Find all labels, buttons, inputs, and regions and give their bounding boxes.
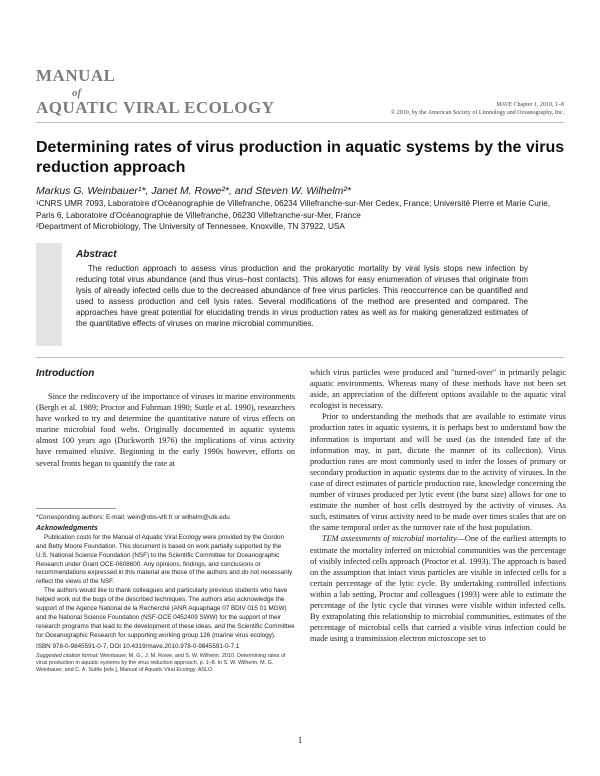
abstract-heading: Abstract [76,249,117,260]
right-paragraph-2: Prior to understanding the methods that are available to estimate virus production rates in aquatic systems, it is perhaps best to understand how the information is important and will be used (as the intended fate of the information may, in part, dictate the manner of its collection). Virus production rates are most commonly used to infer the losses of primary or secondary production in aquatic systems due to the activity of viruses. In the case of direct estimates of particle production rate, knowledge concerning the number of viruses produced per lytic event (the burst size) allows for one to estimate the number of host cells destroyed by the activity of viruses. As such, estimates of virus activity need to be made over times scales that are on the same temporal order as the turnover rate of the host population. [310,412,566,533]
introduction-body [36,391,295,469]
tem-subheading: TEM assessments of microbial mortality [322,534,457,544]
journal-chapter: Chapter 1, 2010, 1–8 [512,102,564,108]
isbn-doi: ISBN 978-0-9845591-0-7, DOI 10.4319/mave.2010.978-0-9845591-0-7.1 [36,642,240,650]
right-paragraph-3 [310,533,566,644]
abstract-rule [36,357,564,358]
tem-paragraph-text: —One of the earliest attempts to estimate the mortality inferred on microbial communities was the percentage of visibly infected cells approach (Proctor et al. 1993). The approach is based on the assumption that intact virus particles are visible in infected cells for a certain percentage of the lytic cycle. By undertaking controlled infections within a lab setting, Proctor and colleagues (1993) were able to estimate the percentage of the lytic cycle that viruses were visible within infected cells. By extrapolating this relationship to microbial communities, estimates of the percentage of microbial cells that carried a visible virus infection could be made using a transmission electron microscope set to [310,534,566,644]
acknowledgments-paragraph-2: The authors would like to thank colleagues and particularly previous students who have helped work out the bugs of the described techniques. The authors also acknowledge the support of the Agence National de la Recherché (ANR Aquaphage 07 BDIV 015 01 MGW) and the National Science Foundation (NSF-OCE 0452409 SWW) for the support of their research programs that lead to the development of these ideas, and the Scientific Committee for Oceanographic Research for supporting working group 126 (marine virus ecology). [36,587,295,639]
introduction-heading: Introduction [36,368,95,379]
footnotes [36,514,295,674]
manual-logo-of: of [72,87,82,99]
footnote-rule [36,508,116,509]
acknowledgments-paragraph-1: Publication costs for the Manual of Aquatic Viral Ecology were provided by the Gordon and Betty Moore Foundation. This document is based on work partially supported by the U.S. National Science Foundation (NSF) to the Scientific Committee for Oceanographic Research under Grant OCE-0608600. Any opinions, findings, and conclusions or recommendations expressed in this material are those of the authors and do not necessarily reflect the views of the NSF. [36,533,293,586]
page-number: 1 [297,735,303,745]
citation-label: Suggested citation format: [36,652,99,659]
copyright-line: © 2010, by the American Society of Limnology and Oceanography, Inc. [390,110,564,116]
journal-reference [304,101,564,117]
suggested-citation [36,653,295,675]
manual-logo-line-2: AQUATIC VIRAL ECOLOGY [36,98,275,117]
abstract-text: The reduction approach to assess virus production and the prokaryotic mortality by viral lysis stops new infection by reducing total virus abundance (and thus virus–host contacts). This allows for easy enumeration of viruses that originate from lysis of already infected cells due to the decreased abundance of free virus particles. This reoccurrence can be quantified and used to assess production and cell lysis rates. Several modifications of the method are presented and compared. The approaches have great potential for elucidating trends in virus production rates as well as for making generalized estimates of the quantitative effects of viruses on marine microbial communities. [76,264,528,328]
abstract-side-bar [36,243,62,346]
citation-text: Weinbauer, M. G., J. M. Rowe, and S. W. Wilhelm. 2010. Determining rates of virus production in aquatic systems by the virus reduction approach, p. 1–8. In S. W. Wilhelm, M. G. Weinbauer, and C. A. Suttle [eds.], Manual of Aquatic Viral Ecology. ASLO. [36,652,286,673]
author-list: Markus G. Weinbauer¹*, Janet M. Rowe²*, and Steven W. Wilhelm²* [36,185,352,197]
right-paragraph-1: which virus particles were produced and "turned-over" in primarily pelagic aquatic environments. Whereas many of these methods have not been set aside, an appreciation of the different options available to the aquatic viral ecologist is necessary. [310,368,566,411]
corresponding-authors: *Corresponding authors: E-mail: wein@obs-vlfr.fr or wilhelm@utk.edu [36,514,230,521]
manual-logo-line-1: MANUAL [36,66,116,85]
affiliations [36,198,566,233]
affiliation-2: ²Department of Microbiology, The University of Tennessee, Knoxville, TN 37922, USA [36,222,345,231]
article-title: Determining rates of virus production in aquatic systems by the virus reduction approach [36,139,565,176]
header-rule [36,122,564,123]
journal-abbrev: MAVE [496,102,512,108]
affiliation-1: ¹CNRS UMR 7093, Laboratoire d'Océanographie de Villefranche, 06234 Villefranche-sur-Mer Cedex, France; Université Pierre et Marie Curie, Paris 6, Laboratoire d'Océanographie de Villefranche, 06230 Villefranche-sur-Mer, France [36,199,551,220]
introduction-paragraph-1: Since the rediscovery of the importance of viruses in marine environments (Bergh et al. 1989; Proctor and Fuhrman 1990; Suttle et al. 1990), researchers have worked to try and determine the quantitative nature of virus effects on marine microbial food webs. Originally documented in aquatic systems almost 100 years ago (Duckworth 1976) the implications of virus activity have remained elusive. Beginning in the early 1990s however, efforts on several fronts began to quantify the rate at [36,392,295,468]
right-column-body [310,367,566,644]
acknowledgments-heading: Acknowledgments [36,524,98,532]
